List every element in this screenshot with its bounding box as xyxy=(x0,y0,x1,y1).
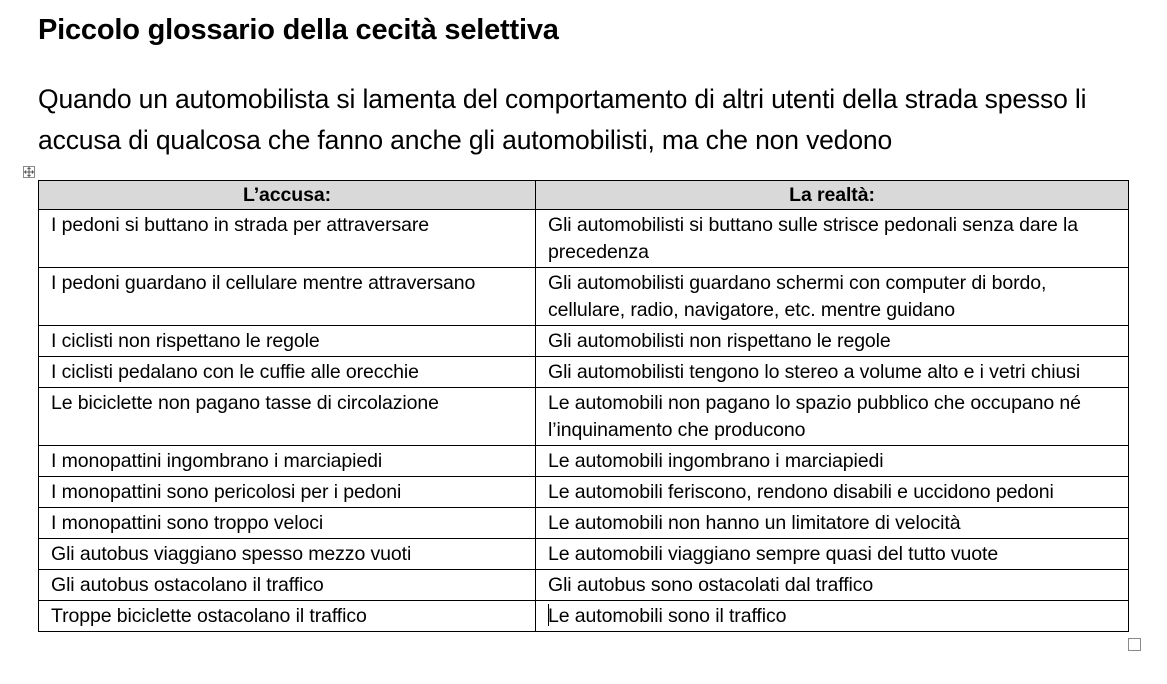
table-row xyxy=(39,508,1129,539)
reality-cell[interactable]: Gli automobilisti tengono lo stereo a volume alto e i vetri chiusi xyxy=(536,357,1129,388)
accusation-cell[interactable]: I ciclisti non rispettano le regole xyxy=(39,326,536,357)
reality-cell[interactable]: Gli automobilisti non rispettano le regole xyxy=(536,326,1129,357)
resize-square-icon[interactable] xyxy=(1128,638,1141,651)
accusation-cell[interactable]: I pedoni guardano il cellulare mentre attraversano xyxy=(39,268,536,326)
table-row xyxy=(39,570,1129,601)
table-row xyxy=(39,539,1129,570)
accusation-cell[interactable]: Gli autobus viaggiano spesso mezzo vuoti xyxy=(39,539,536,570)
accusation-cell[interactable]: Le biciclette non pagano tasse di circolazione xyxy=(39,388,536,446)
glossary-table[interactable] xyxy=(38,180,1129,632)
accusation-cell[interactable]: I pedoni si buttano in strada per attraversare xyxy=(39,210,536,268)
reality-cell[interactable]: Le automobili ingombrano i marciapiedi xyxy=(536,446,1129,477)
reality-cell[interactable]: Le automobili feriscono, rendono disabili e uccidono pedoni xyxy=(536,477,1129,508)
table-row xyxy=(39,446,1129,477)
reality-cell[interactable]: Le automobili non hanno un limitatore di velocità xyxy=(536,508,1129,539)
move-arrows-icon[interactable] xyxy=(23,166,35,178)
reality-cell[interactable]: Le automobili viaggiano sempre quasi del tutto vuote xyxy=(536,539,1129,570)
reality-cell[interactable]: Le automobili non pagano lo spazio pubblico che occupano né l’inquinamento che producono xyxy=(536,388,1129,446)
table-row xyxy=(39,601,1129,632)
table-row xyxy=(39,388,1129,446)
reality-cell[interactable]: Gli automobilisti si buttano sulle strisce pedonali senza dare la precedenza xyxy=(536,210,1129,268)
accusation-cell[interactable]: I monopattini ingombrano i marciapiedi xyxy=(39,446,536,477)
table-row xyxy=(39,357,1129,388)
header-reality[interactable]: La realtà: xyxy=(536,181,1129,210)
table-row xyxy=(39,477,1129,508)
accusation-cell[interactable]: I monopattini sono troppo veloci xyxy=(39,508,536,539)
intro-paragraph[interactable]: Quando un automobilista si lamenta del comportamento di altri utenti della strada spesso li accusa di qualcosa che fanno anche gli automobilisti, ma che non vedono xyxy=(38,84,1087,155)
table-row xyxy=(39,268,1129,326)
table-row xyxy=(39,210,1129,268)
accusation-cell[interactable]: I ciclisti pedalano con le cuffie alle orecchie xyxy=(39,357,536,388)
accusation-cell[interactable]: Troppe biciclette ostacolano il traffico xyxy=(39,601,536,632)
reality-cell[interactable]: Gli autobus sono ostacolati dal traffico xyxy=(536,570,1129,601)
table-row xyxy=(39,326,1129,357)
header-accusation[interactable]: L’accusa: xyxy=(39,181,536,210)
accusation-cell[interactable]: I monopattini sono pericolosi per i pedoni xyxy=(39,477,536,508)
document-title[interactable]: Piccolo glossario della cecità selettiva xyxy=(38,14,559,46)
reality-cell-text[interactable]: Le automobili sono il traffico xyxy=(548,605,787,627)
accusation-cell[interactable]: Gli autobus ostacolano il traffico xyxy=(39,570,536,601)
reality-cell[interactable]: Gli automobilisti guardano schermi con computer di bordo, cellulare, radio, navigatore, etc. mentre guidano xyxy=(536,268,1129,326)
table-header-row xyxy=(39,181,1129,210)
reality-cell-with-cursor[interactable] xyxy=(536,601,1129,632)
